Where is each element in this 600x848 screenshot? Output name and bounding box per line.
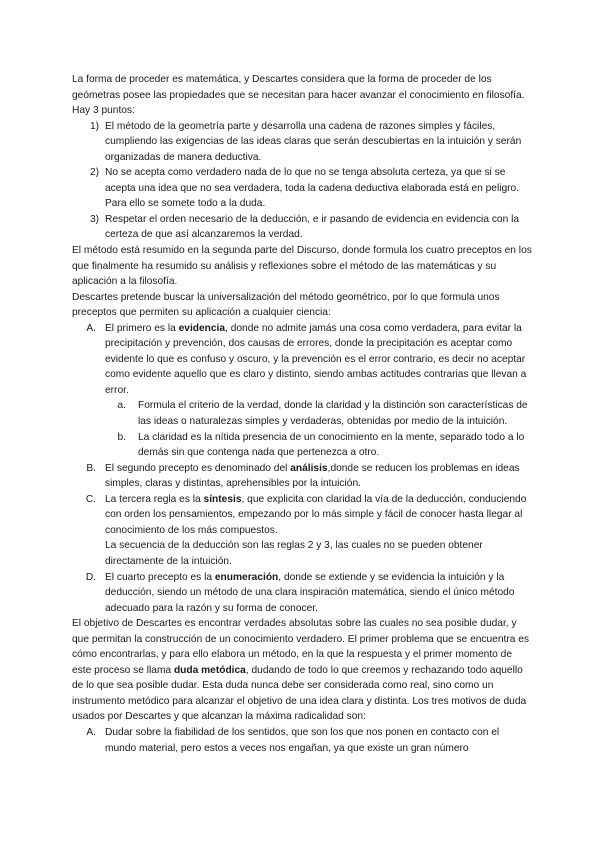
list-marker: C. [85,493,96,505]
doubts-list [72,725,532,756]
sublist-item [72,398,532,429]
list-marker: b. [117,431,126,443]
document-body [72,72,532,756]
precept-keyword: enumeración [214,571,279,583]
list-marker: B. [86,462,96,474]
precept-text: , donde no admite jamás una cosa como verdadera, para evitar la precipitación y prevención, dos causas de errores, donde la precipitación es aceptar como evidente lo que es confuso y oscuro, y la prevención es el error contrario, es decir no aceptar como evidente aquello que es claro y distinto, siendo ambas actitudes contrarias que llevan a error. [105,322,527,396]
paragraph-text: El objetivo de Descartes es encontrar verdades absolutas sobre las cuales no sea posible dudar, y que permitan la construcción de un conocimiento verdadero. El primer problema que se encuentra es cómo encontrarlas, y para ello elabora un método, en la que la respuesta y el primer momento de este proceso se llama [72,618,529,676]
list-item-text: El método de la geometría parte y desarrolla una cadena de razones simples y fáciles, cumpliendo las exigencias de las ideas claras que serán descubiertas en la intuición y serán organizadas de manera deductiva. [105,120,522,163]
sublist-item [72,430,532,461]
list-item [72,119,532,166]
precept-text: , donde se extiende y se evidencia la intuición y la deducción, siendo un método de una clara inspiración matemática, siendo el único método adecuado para la razón y su forma de conocer. [105,571,515,614]
universalization-paragraph: Descartes pretende buscar la universalización del método geométrico, por lo que formula unos preceptos que permiten su aplicación a cualquier ciencia: [72,291,500,319]
intro-paragraph: La forma de proceder es matemática, y Descartes considera que la forma de proceder de los geómetras posee las propiedades que se necesitan para hacer avanzar el conocimiento en filosofía. Hay 3 puntos: [72,74,525,117]
precept-keyword: evidencia [178,322,226,334]
list-marker: A. [86,322,96,334]
doubt-paragraph [72,616,532,725]
precept-text: La tercera regla es la [105,493,204,505]
paragraph-text: , dudando de todo lo que creemos y rechazando todo aquello de lo que sea posible dudar. Esta duda nunca debe ser considerada como real, sino como un instrumento metódico para alcanzar el objetivo de una idea clara y distinta. Los tres motivos de duda usados por Descartes y que alcanzan la máxima radicalidad son: [72,664,527,723]
precept-text: , que explicita con claridad la vía de la deducción, conduciendo con orden los pensamientos, empezando por lo más simple y fácil de conocer hasta llegar al conocimiento de los más compuestos. [105,493,527,536]
precept-text: El cuarto precepto es la [105,571,215,583]
list-item-text: No se acepta como verdadero nada de lo que no se tenga absoluta certeza, ya que si se acepta una idea que no sea verdadera, toda la cadena deductiva elaborada está en peligro. Para ello se somete todo a la duda. [105,167,520,210]
precept-analisis [72,461,532,492]
precept-text: El primero es la [105,322,179,334]
sublist-item-text: Formula el criterio de la verdad, donde la claridad y la distinción son características de las ideas o naturalezas simples y verdaderas, obtenidas por medio de la intuición. [138,400,528,428]
paragraph-keyword: duda metódica [173,664,246,676]
list-marker: 1) [89,120,99,132]
list-item [72,212,532,243]
precept-text: ,donde se reducen los problemas en ideas simples, claras y distintas, aprehensibles por la intuición. [105,462,520,490]
list-item [72,725,532,756]
list-item-text: Dudar sobre la fiabilidad de los sentidos, que son los que nos ponen en contacto con el mundo material, pero estos a veces nos engañan, ya que existe un gran número [105,726,500,754]
precept-sintesis [72,492,532,570]
precepts-list [72,321,532,616]
evidencia-sublist [72,398,532,460]
precept-note: La secuencia de la deducción son las reglas 2 y 3, las cuales no se pueden obtener directamente de la intuición. [105,540,483,567]
precept-text: El segundo precepto es denominado del [105,462,291,474]
list-marker: 2) [89,167,99,179]
list-item [72,165,532,212]
list-marker: 3) [89,213,99,225]
list-marker: a. [117,400,126,412]
precept-enumeracion [72,570,532,617]
sublist-item-text: La claridad es la nítida presencia de un conocimiento en la mente, separado todo a lo demás sin que contenga nada que pertenezca a otro. [138,431,525,459]
precept-evidencia [72,321,532,461]
precept-keyword: análisis [290,462,328,474]
method-paragraph: El método está resumido en la segunda parte del Discurso, donde formula los cuatro preceptos en los que finalmente ha resumido su análisis y reflexiones sobre el método de las matemáticas y su aplicación a la filosofía. [72,245,532,288]
list-marker: A. [86,726,96,738]
list-marker: D. [85,571,96,583]
list-item-text: Respetar el orden necesario de la deducción, e ir pasando de evidencia en evidencia con la certeza de que así alcanzaremos la verdad. [105,213,520,241]
precept-keyword: síntesis [203,493,242,505]
points-list [72,119,532,243]
